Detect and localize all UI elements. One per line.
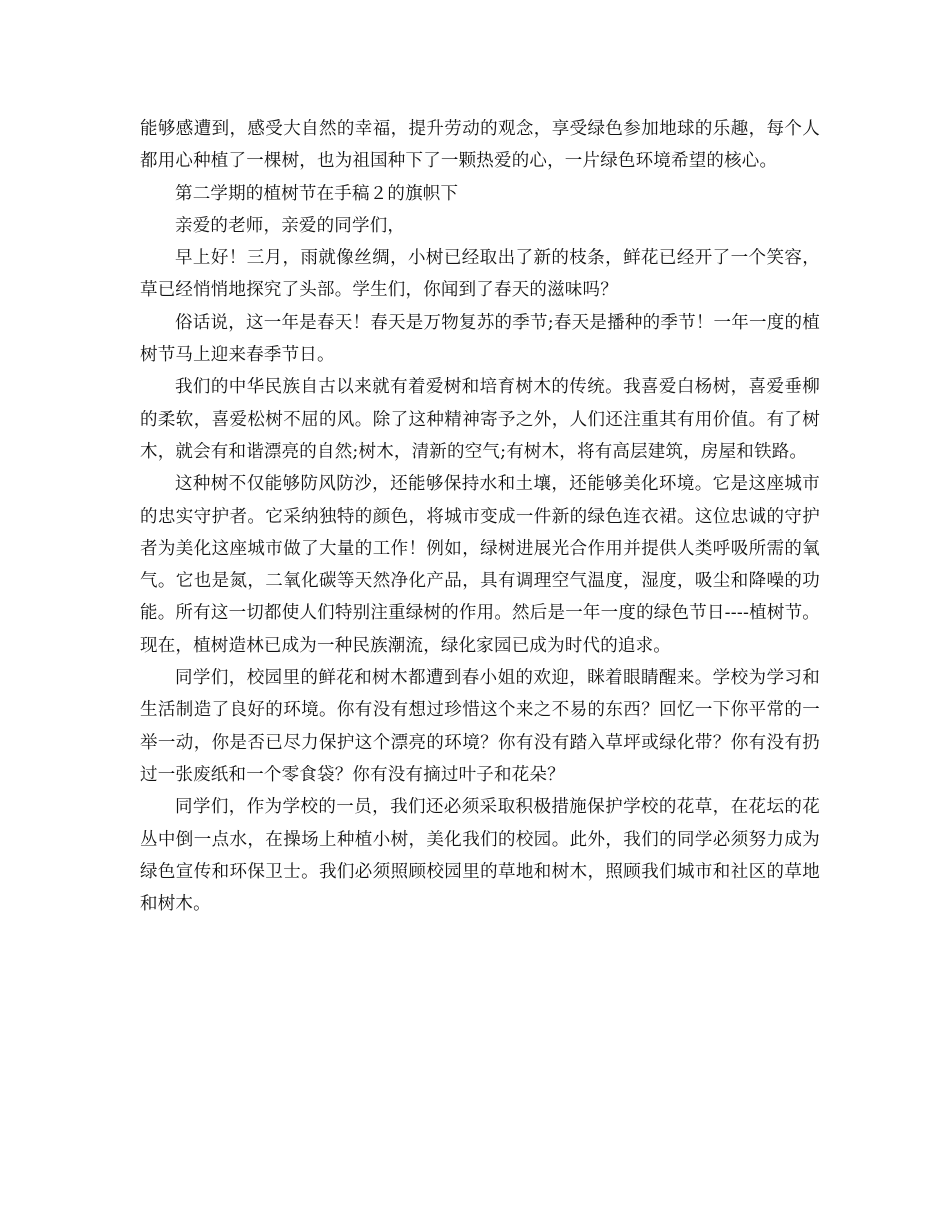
- paragraph-1: 能够感遭到，感受大自然的幸福，提升劳动的观念，享受绿色参加地球的乐趣，每个人都用心种植了一棵树，也为祖国种下了一颗热爱的心，一片绿色环境希望的核心。: [140, 119, 820, 172]
- paragraph-7: 这种树不仅能够防风防沙，还能够保持水和土壤，还能够美化环境。它是这座城市的忠实守护者。它采纳独特的颜色，将城市变成一件新的绿色连衣裙。这位忠诚的守护者为美化这座城市做了大量的工作！例如，绿树进展光合作用并提供人类呼吸所需的氧气。它也是氮，二氧化碳等天然净化产品，具有调理空气温度，湿度，吸尘和降噪的功能。所有这一切都使人们特别注重绿树的作用。然后是一年一度的绿色节日----植树节。现在，植树造林已成为一种民族潮流，绿化家园已成为时代的追求。: [140, 474, 820, 656]
- paragraph-5: 俗话说，这一年是春天！春天是万物复苏的季节;春天是播种的季节！一年一度的植树节马上迎来春季节日。: [140, 312, 820, 366]
- document-body: [140, 113, 820, 920]
- paragraph-9: 同学们，作为学校的一员，我们还必须采取积极措施保护学校的花草，在花坛的花丛中倒一点水，在操场上种植小树，美化我们的校园。此外，我们的同学必须努力成为绿色宣传和环保卫士。我们必须照顾校园里的草地和树木，照顾我们城市和社区的草地和树木。: [140, 797, 820, 915]
- paragraph-heading-2: 第二学期的植树节在手稿２的旗帜下: [175, 183, 459, 204]
- paragraph-4: 早上好！三月，雨就像丝绸，小树已经取出了新的枝条，鲜花已经开了一个笑容，草已经悄悄地探究了头部。学生们，你闻到了春天的滋味吗？: [140, 248, 820, 301]
- paragraph-8: 同学们，校园里的鲜花和树木都遭到春小姐的欢迎，眯着眼睛醒来。学校为学习和生活制造了良好的环境。你有没有想过珍惜这个来之不易的东西？回忆一下你平常的一举一动，你是否已尽力保护这个漂亮的环境？你有没有踏入草坪或绿化带？你有没有扔过一张废纸和一个零食袋？你有没有摘过叶子和花朵？: [140, 668, 820, 785]
- paragraph-greeting: 亲爱的老师，亲爱的同学们，: [175, 215, 406, 236]
- paragraph-6: 我们的中华民族自古以来就有着爱树和培育树木的传统。我喜爱白杨树，喜爱垂柳的柔软，喜爱松树不屈的风。除了这种精神寄予之外，人们还注重其有用价值。有了树木，就会有和谐漂亮的自然;树木，清新的空气;有树木，将有高层建筑，房屋和铁路。: [140, 377, 820, 462]
